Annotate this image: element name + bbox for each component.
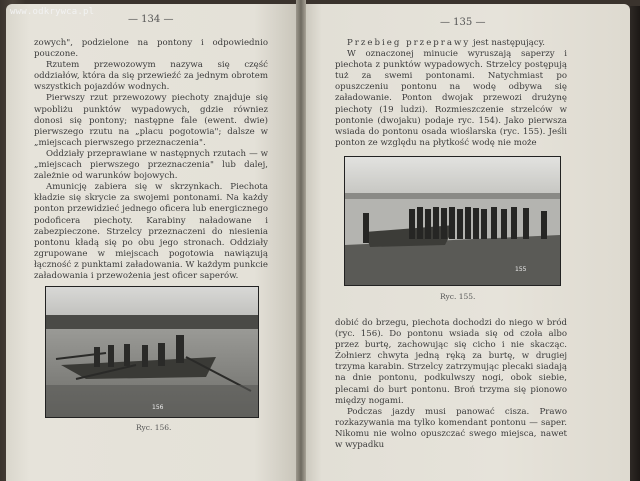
left-paragraph: Amunicję zabiera się w skrzynkach. Piechota kładzie się skrycie za swojemi pontonami. Na każdy ponton przewidzieć jednego oficera lub energicznego podoficera piechoty. Karabiny naładowane i zabezpieczone. Strzelcy przeznaczeni do niesienia pontonu kładą się po obu jego stronach. Oddziały zgrupowane w miejscach pogotowia nawiązują łączność z punktami załadowania. W każdym punkcie załadowania i przewożenia jest oficer saperów. [34, 182, 268, 281]
soldiers-photo-image [345, 157, 560, 285]
photo-label-156: 156 [152, 404, 164, 411]
section-heading: Przebieg przeprawy [347, 38, 471, 48]
right-text-block-bottom [335, 318, 567, 451]
right-text-block-top [335, 38, 567, 149]
right-paragraph: Podczas jazdy musi panować cisza. Prawo rozkazywania ma tylko komendant pontonu — saper. Nikomu nie wolno opuszczać swego miejsca, nawet w wypadku [335, 406, 567, 451]
right-paragraph: W oznaczonej minucie wyruszają saperzy i piechota z punktów wypadowych. Strzelcy postępują tuż za swemi pontonami. Natychmiast po opuszczeniu pontonu na wodę odbywa się załadowanie. Ponton dwojak przewozi drużynę piechoty (19 ludzi). Rozmieszczenie strzelców w pontonie (dwojaku) podaje ryc. 154). Jako pierwsza wsiada do pontonu osada wioślarska (ryc. 155). Jeśli ponton ze względu na płytkość wodę nie może [335, 49, 567, 148]
figure-156-photo [45, 286, 259, 418]
right-page-number: — 135 — [440, 17, 486, 28]
figure-155-caption: Ryc. 155. [440, 292, 476, 301]
book-edge [630, 6, 640, 481]
figure-155-photo [344, 156, 561, 286]
left-page-number: — 134 — [128, 14, 174, 25]
left-paragraph: Rzutem przewozowym nazywa się część oddziałów, która da się przewieźć za jednym obrotem wszystkich pojazdów wodnych. [34, 60, 268, 93]
left-text-block [34, 38, 268, 282]
photo-label-155: 155 [515, 266, 527, 273]
boat-photo-image [46, 287, 258, 417]
left-paragraph: zowych", podzielone na pontony i odpowiednio pouczone. [34, 38, 268, 60]
right-paragraph: dobić do brzegu, piechota dochodzi do niego w bród (ryc. 156). Do pontonu wsiada się od czoła albo przez burtę, zachowując się cicho i nie skacząc. Żołnierz chwyta jedną ręką za burtę, w drugiej trzyma karabin. Strzelcy zatrzymując plecaki siadają na dnie pontonu, podkulwszy nogi, obok siebie, plecami do burt pontonu. Broń trzyma się pionowo między nogami. [335, 318, 567, 406]
watermark-text: www.odkrywca.pl [10, 7, 95, 17]
right-paragraph: jest następujący. [470, 38, 546, 48]
left-paragraph: Pierwszy rzut przewozowy piechoty znajduje się wpobliżu punktów wypadowych, gdzie równiez donosi się pontony; następne fale (ewent. dwie) pierwszego rzutu na „placu pogotowia"; dalsze w „miejscach pierwszego przeznaczenia". [34, 93, 268, 148]
figure-156-caption: Ryc. 156. [136, 423, 172, 432]
book-gutter [296, 0, 306, 481]
left-paragraph: Oddziały przeprawiane w następnych rzutach — w „miejscach pierwszego przeznaczenia" lub dalej, zależnie od warunków bojowych. [34, 148, 268, 182]
